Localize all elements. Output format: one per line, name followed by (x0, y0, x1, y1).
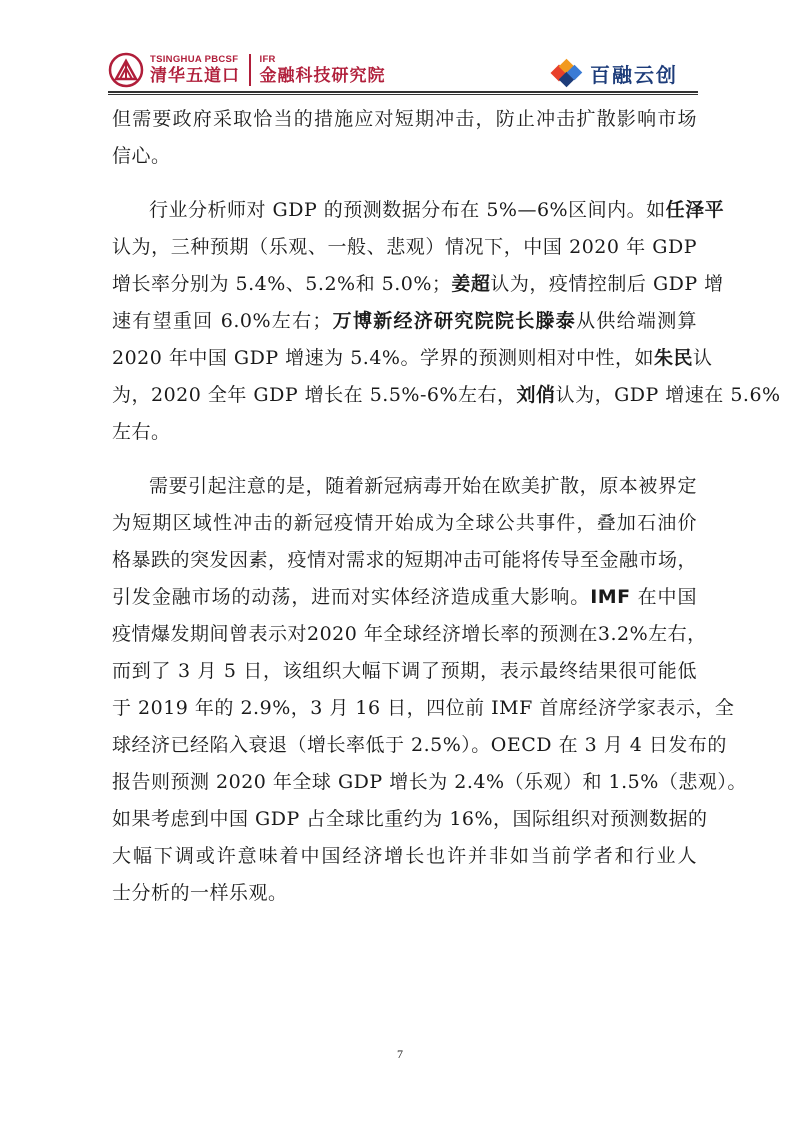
paragraph (112, 468, 747, 912)
text-line (112, 875, 697, 912)
text-run: 行业分析师对 GDP 的预测数据分布在 5%—6%区间内。如 (149, 199, 666, 221)
text-line (112, 266, 724, 303)
text-run: 大幅下调或许意味着中国经济增长也许并非如当前学者和行业人 (112, 845, 697, 867)
text-run: 速有望重回 6.0%左右； (112, 310, 332, 332)
text-run: 增长率分别为 5.4%、5.2%和 5.0%； (112, 273, 452, 295)
text-run: 疫情爆发期间曾表示对2020 年全球经济增长率的预测在3.2%左右， (112, 623, 707, 645)
text-run: 在中国 (630, 586, 697, 608)
text-line (112, 727, 727, 764)
text-run: 2020 年中国 GDP 增速为 5.4%。学界的预测则相对中性，如 (112, 347, 654, 369)
bairong-logo (550, 58, 678, 88)
text-run: 认为，GDP 增速在 5.6% (555, 384, 781, 406)
text-run: 报告则预测 2020 年全球 GDP 增长为 2.4%（乐观）和 1.5%（悲观）。 (112, 771, 747, 793)
text-run: 士分析的一样乐观。 (112, 882, 288, 904)
paragraph (112, 192, 781, 451)
ifr-logo-en: IFR (259, 53, 276, 65)
text-run: 于 2019 年的 2.9%，3 月 16 日，四位前 IMF 首席经济学家表示，全 (112, 697, 735, 719)
tsinghua-logo-cn: 清华五道口 (150, 65, 240, 86)
paragraph-gap (112, 175, 697, 192)
text-line (112, 579, 697, 616)
paragraph-gap (112, 451, 697, 468)
bold-name: 朱民 (653, 347, 693, 369)
text-run: 需要引起注意的是，随着新冠病毒开始在欧美扩散，原本被界定 (149, 475, 697, 497)
text-line (112, 653, 697, 690)
text-line (112, 229, 697, 266)
text-run: 而到了 3 月 5 日，该组织大幅下调了预期，表示最终结果很可能低 (112, 660, 697, 682)
text-run: 左右。 (112, 421, 171, 443)
text-line (112, 838, 697, 875)
text-line (112, 468, 697, 505)
tsinghua-logo-en: TSINGHUA PBCSF (150, 53, 239, 65)
tsinghua-ifr-logo (108, 52, 386, 88)
text-run: 认为，疫情控制后 GDP 增 (490, 273, 724, 295)
logo-divider (249, 54, 251, 86)
bold-name: 姜超 (451, 273, 491, 295)
text-run: 如果考虑到中国 GDP 占全球比重约为 16%，国际组织对预测数据的 (112, 808, 708, 830)
text-line (112, 377, 781, 414)
bairong-diamond-icon (550, 58, 584, 88)
ifr-logo-cn: 金融科技研究院 (259, 65, 386, 86)
text-run: 认为，三种预期（乐观、一般、悲观）情况下，中国 2020 年 GDP (112, 236, 697, 258)
text-line (112, 616, 707, 653)
paragraph (112, 101, 697, 175)
text-run: 为短期区域性冲击的新冠疫情开始成为全球公共事件，叠加石油价 (112, 512, 697, 534)
text-run: 格暴跌的突发因素，疫情对需求的短期冲击可能将传导至金融市场， (112, 549, 698, 571)
text-line (112, 192, 725, 229)
text-run: 但需要政府采取恰当的措施应对短期冲击，防止冲击扩散影响市场 (112, 108, 697, 130)
page-header (0, 0, 800, 92)
bold-name: 万博新经济研究院院长滕泰 (331, 310, 577, 332)
header-rule-thin (108, 94, 698, 95)
text-line (112, 542, 697, 579)
bold-name: IMF (590, 586, 631, 608)
text-line (112, 340, 713, 377)
text-line (112, 505, 697, 542)
body-text (112, 101, 781, 912)
text-run: 球经济已经陷入衰退（增长率低于 2.5%）。OECD 在 3 月 4 日发布的 (112, 734, 727, 756)
bold-name: 刘俏 (516, 384, 556, 406)
text-run: 从供给端测算 (576, 310, 697, 332)
text-line (112, 101, 697, 138)
bairong-logo-text: 百融云创 (590, 62, 678, 87)
page-number: 7 (397, 1047, 403, 1061)
bold-name: 任泽平 (665, 199, 725, 221)
text-line (112, 801, 708, 838)
tsinghua-emblem-icon (108, 52, 144, 88)
text-run: 为，2020 全年 GDP 增长在 5.5%-6%左右， (112, 384, 517, 406)
text-run: 引发金融市场的动荡，进而对实体经济造成重大影响。 (112, 586, 591, 608)
text-line (112, 690, 735, 727)
text-run: 认 (693, 347, 713, 369)
header-rule (108, 91, 698, 93)
text-line (112, 764, 747, 801)
text-line (112, 138, 697, 175)
text-line (112, 414, 697, 451)
text-line (112, 303, 697, 340)
text-run: 信心。 (112, 145, 171, 167)
